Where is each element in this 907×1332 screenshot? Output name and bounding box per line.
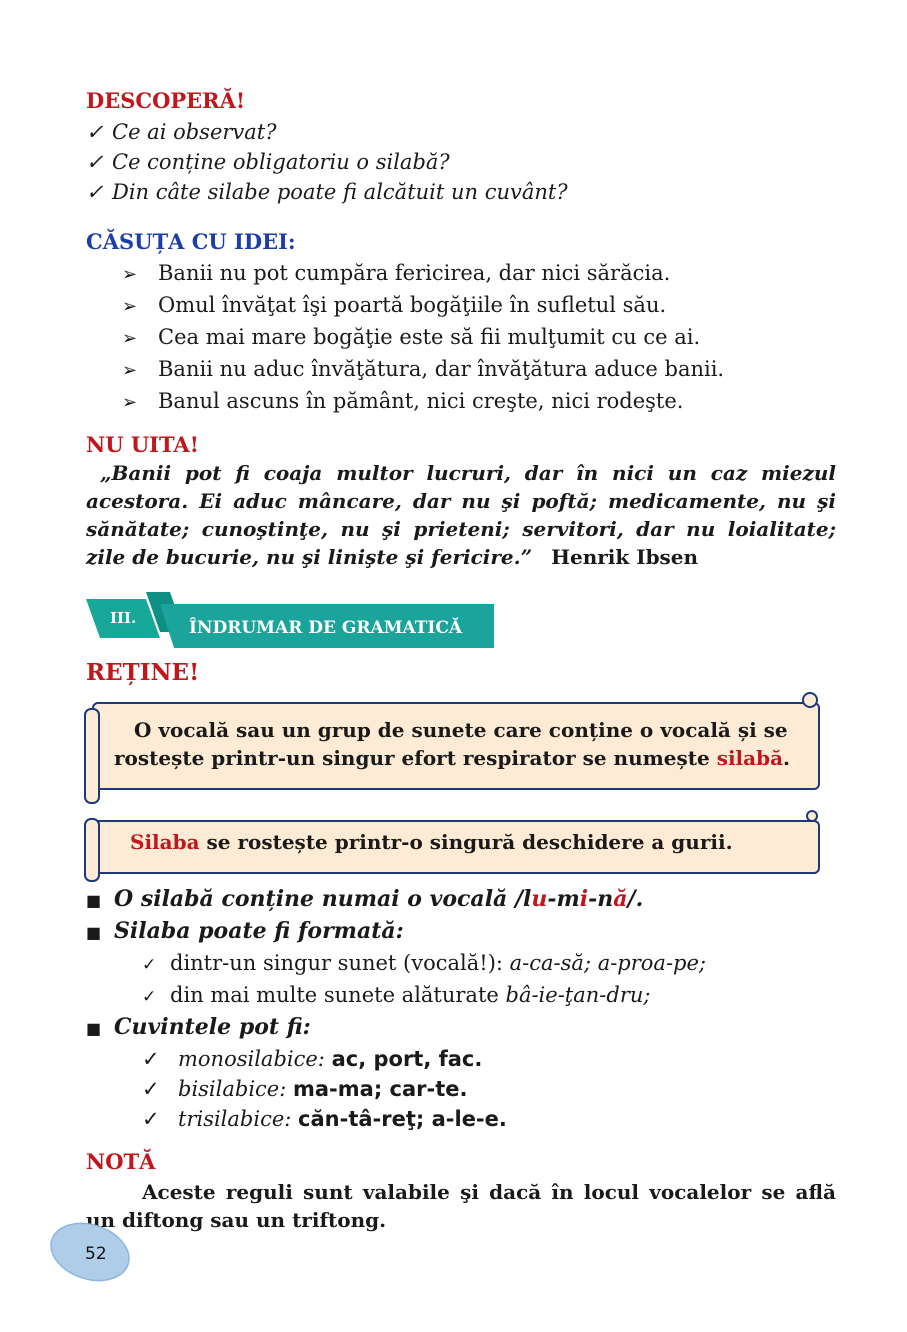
definition-text-2: Silaba se rostește printr-o singură deschidere a gurii. (130, 830, 733, 854)
checkmark-icon: ✓ (142, 955, 157, 975)
nu-uita-heading: NU UITA! (86, 432, 199, 457)
square-bullet-icon: ■ (86, 1019, 102, 1038)
checkmark-icon: ✓ (86, 150, 104, 174)
section-title: ÎNDRUMAR DE GRAMATICĂ (189, 618, 463, 638)
section-number: III. (110, 609, 137, 627)
list-item: ✓ Ce ai observat? (86, 117, 568, 147)
arrow-bullet-icon: ➢ (122, 360, 138, 381)
list-item: ➢ Cea mai mare bogăţie este să fii mulţumit cu ce ai. (122, 322, 724, 354)
scroll-knob (802, 692, 818, 708)
retine-heading: REȚINE! (86, 659, 200, 686)
list-item: ➢ Banii nu pot cumpăra fericirea, dar nici sărăcia. (122, 258, 724, 290)
scroll-roll-left (84, 818, 100, 882)
type-item: ✓ trisilabice: căn-tâ-reţ; a-le-e. (86, 1104, 706, 1134)
list-item: ➢ Banul ascuns în pământ, nici creşte, nici rodeşte. (122, 386, 724, 418)
checkmark-icon: ✓ (142, 987, 157, 1007)
page-number: 52 (85, 1244, 107, 1264)
definition-scroll-1 (84, 692, 822, 804)
casuta-heading: CĂSUȚA CU IDEI: (86, 229, 296, 254)
quote-text: „Banii pot fi coaja multor lucruri, dar în nici un caz miezul acestora. Ei aduc mâncare, dar nu şi poftă; medicamente, nu şi sănătate; cunoştinţe, nu şi prieteni; servitori, dar nu loialitate; zile de bucurie, nu şi linişte şi fericire.” (86, 461, 836, 569)
rule-item: ■ O silabă conține numai o vocală /lu-mi-nă/. (86, 884, 706, 916)
quote-author: Henrik Ibsen (551, 545, 699, 569)
checkmark-icon: ✓ (142, 1077, 160, 1101)
quote-block (86, 459, 836, 571)
list-item: ➢ Banii nu aduc învăţătura, dar învăţătura aduce banii. (122, 354, 724, 386)
rule-item: ■ Silaba poate fi formată: (86, 916, 706, 948)
list-item: ➢ Omul învăţat îşi poartă bogăţiile în sufletul său. (122, 290, 724, 322)
definition-scroll-2 (84, 810, 822, 882)
arrow-bullet-icon: ➢ (122, 328, 138, 349)
checkmark-icon: ✓ (86, 180, 104, 204)
page-number-badge (46, 1220, 136, 1282)
square-bullet-icon: ■ (86, 923, 102, 942)
definition-text-1: O vocală sau un grup de sunete care conține o vocală și se rostește printr-un singur efort respirator se numește silabă. (114, 718, 791, 770)
descopera-heading: DESCOPERĂ! (86, 88, 246, 113)
nota-text: Aceste reguli sunt valabile şi dacă în locul vocalelor se află un diftong sau un triftong. (86, 1180, 836, 1232)
square-bullet-icon: ■ (86, 891, 102, 910)
type-item: ✓ monosilabice: ac, port, fac. (86, 1044, 706, 1074)
list-item: ✓ Ce conține obligatoriu o silabă? (86, 147, 568, 177)
arrow-bullet-icon: ➢ (122, 264, 138, 285)
sub-item: ✓ dintr-un singur sunet (vocală!): a-ca-să; a-proa-pe; (86, 948, 706, 980)
rules-list (86, 884, 706, 1134)
sub-item: ✓ din mai multe sunete alăturate bâ-ie-ţan-dru; (86, 980, 706, 1012)
checkmark-icon: ✓ (142, 1047, 160, 1071)
scroll-knob (806, 810, 818, 822)
type-item: ✓ bisilabice: ma-ma; car-te. (86, 1074, 706, 1104)
descopera-list (86, 117, 568, 207)
arrow-bullet-icon: ➢ (122, 392, 138, 413)
rule-item: ■ Cuvintele pot fi: (86, 1012, 706, 1044)
checkmark-icon: ✓ (86, 120, 104, 144)
scroll-roll-left (84, 708, 100, 804)
ideas-list (122, 258, 724, 418)
nota-heading: NOTĂ (86, 1149, 156, 1174)
list-item: ✓ Din câte silabe poate fi alcătuit un cuvânt? (86, 177, 568, 207)
checkmark-icon: ✓ (142, 1107, 160, 1131)
section-banner (86, 592, 496, 650)
arrow-bullet-icon: ➢ (122, 296, 138, 317)
